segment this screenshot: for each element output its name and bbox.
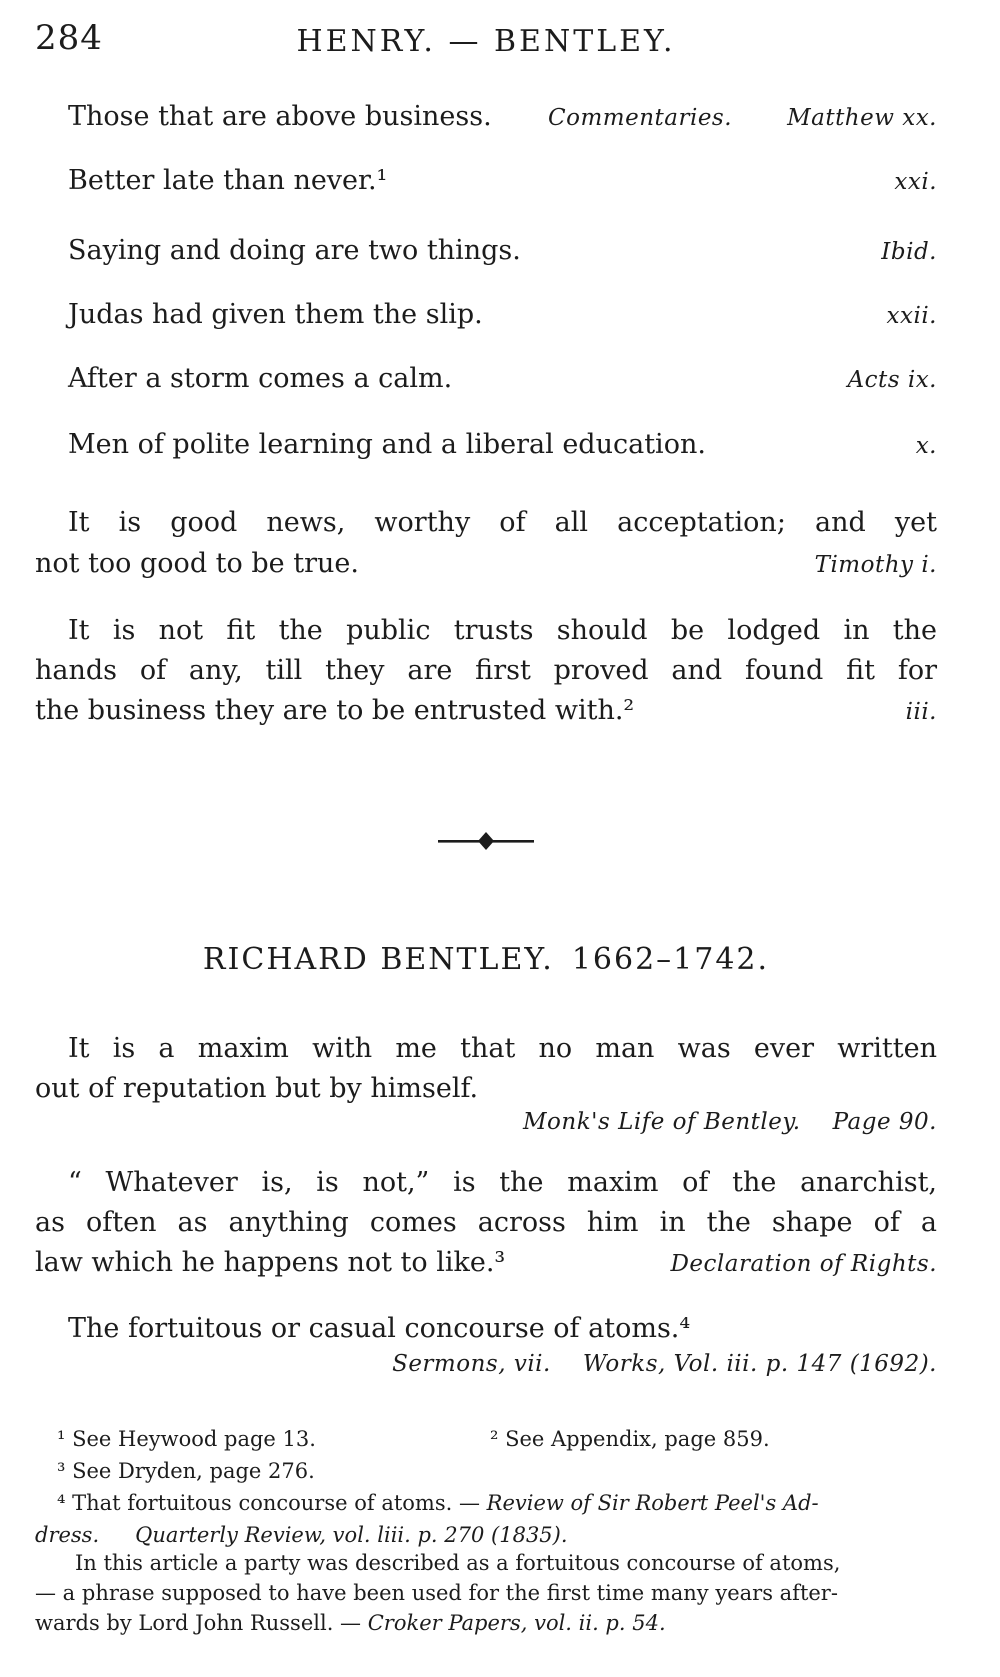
footnote-source: Quarterly Review, vol. liii. p. 270 (1835).	[135, 1523, 568, 1547]
author-dates: 1662–1742.	[571, 942, 770, 977]
citation-line	[35, 1350, 937, 1379]
footnote-source: Croker Papers, vol. ii. p. 54.	[367, 1611, 666, 1635]
quote-line: The fortuitous or casual concourse of atoms.⁴	[68, 1313, 691, 1344]
running-head: HENRY. — BENTLEY.	[296, 24, 676, 59]
divider-rule-icon	[438, 832, 534, 850]
quote-citation-location: Page 90.	[832, 1109, 937, 1135]
quote-line: out of reputation but by himself.	[35, 1073, 479, 1104]
quote-row	[35, 298, 937, 331]
quote-text: Judas had given them the slip.	[68, 299, 483, 330]
footnote-2: ² See Appendix, page 859.	[490, 1427, 770, 1451]
quote-line: “ Whatever is, is not,” is the maxim of the anarchist,	[68, 1167, 937, 1198]
quote-row	[35, 694, 937, 727]
quote-citation-location: x.	[915, 433, 937, 459]
footnote-4-line2	[35, 1522, 937, 1549]
quote-line: as often as anything comes across him in the shape of a	[35, 1207, 937, 1238]
section-divider	[35, 832, 937, 850]
quote-row	[35, 164, 937, 197]
quote-citation-location: Timothy i.	[814, 552, 937, 578]
footnote-4-line1	[35, 1490, 937, 1517]
quote-row	[35, 362, 937, 395]
quote-citation-work: Declaration of Rights.	[670, 1251, 937, 1277]
quote-citation-location: iii.	[905, 699, 937, 725]
quote-citation-work: Sermons, vii.	[392, 1351, 551, 1377]
quote-citation-location: Acts ix.	[847, 367, 937, 393]
footnote-text: wards by Lord John Russell. —	[35, 1611, 368, 1635]
quote-text: Those that are above business.	[68, 101, 492, 132]
footnote-1: ¹ See Heywood page 13.	[57, 1427, 316, 1451]
quote-citation-work: Monk's Life of Bentley.	[523, 1109, 801, 1135]
quote-line: It is a maxim with me that no man was ever written	[68, 1033, 937, 1064]
footnote-source: dress.	[35, 1523, 100, 1547]
footnote-text: ⁴ That fortuitous concourse of atoms. —	[57, 1491, 487, 1515]
quote-row	[35, 428, 937, 461]
section-heading	[35, 942, 937, 977]
quote-text: the business they are to be entrusted with.²	[35, 695, 635, 726]
quote-citation-location: Ibid.	[881, 239, 937, 265]
quote-citation-location: xxii.	[886, 303, 937, 329]
footnote-3: ³ See Dryden, page 276.	[57, 1459, 315, 1483]
quote-row	[35, 234, 937, 267]
citation-line	[35, 1108, 937, 1137]
quote-line: hands of any, till they are first proved and found fit for	[35, 655, 937, 686]
quote-citation-location: Matthew xx.	[787, 105, 937, 131]
author-name: RICHARD BENTLEY.	[202, 942, 554, 977]
quote-text: Saying and doing are two things.	[68, 235, 521, 266]
quote-text: law which he happens not to like.³	[35, 1247, 506, 1278]
quote-text: Better late than never.¹	[68, 165, 388, 196]
footnote-source: Review of Sir Robert Peel's Ad-	[486, 1491, 819, 1515]
page-number: 284	[35, 18, 103, 58]
quote-line: It is not fit the public trusts should be lodged in the	[68, 615, 937, 646]
quote-citation-location: Works, Vol. iii. p. 147 (1692).	[582, 1351, 937, 1377]
quote-line: It is good news, worthy of all acceptation; and yet	[68, 507, 937, 538]
quote-row	[35, 100, 937, 133]
footnote-row	[35, 1426, 937, 1453]
quote-text: After a storm comes a calm.	[68, 363, 453, 394]
footnote-paragraph-line: — a phrase supposed to have been used for the first time many years after-	[35, 1581, 838, 1605]
quote-row	[35, 547, 937, 580]
quote-text: not too good to be true.	[35, 548, 359, 579]
quote-citation-location: xxi.	[894, 169, 937, 195]
quote-row	[35, 1246, 937, 1279]
quote-citation-work: Commentaries.	[548, 105, 733, 131]
footnote-paragraph-line	[35, 1610, 937, 1637]
quote-text: Men of polite learning and a liberal education.	[68, 429, 706, 460]
footnote-paragraph-line: In this article a party was described as a fortuitous concourse of atoms,	[75, 1551, 841, 1575]
